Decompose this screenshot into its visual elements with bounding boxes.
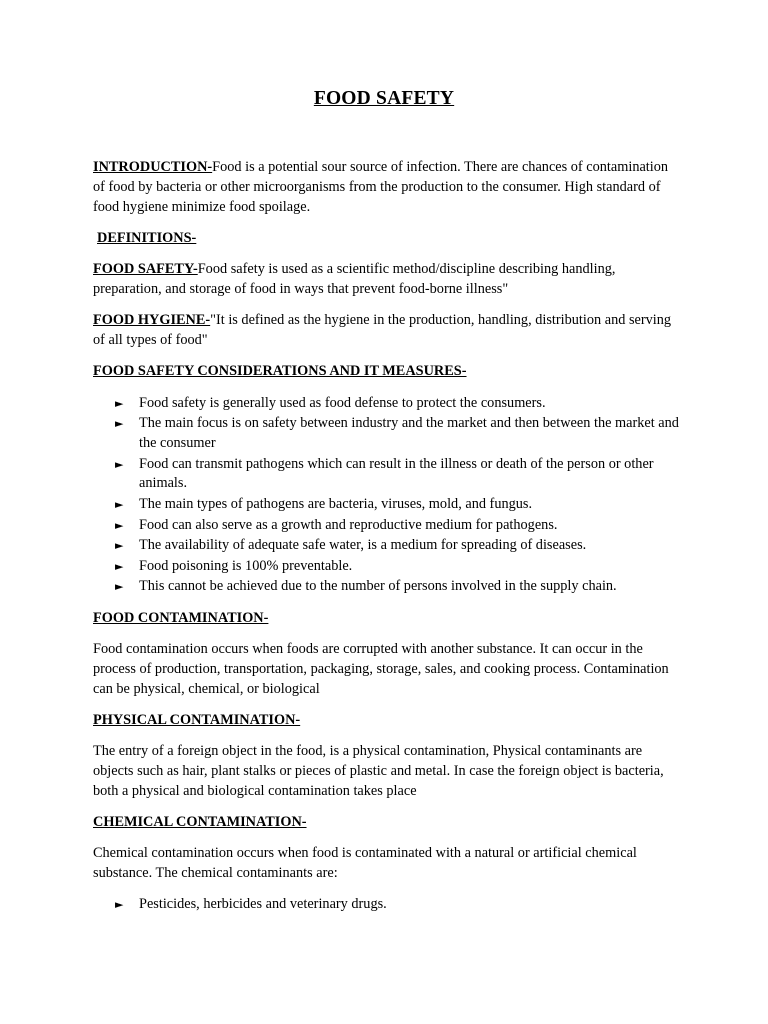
physical-contamination-text: The entry of a foreign object in the food, is a physical contamination, Physical contaminants are objects such as hair, plant stalks or pieces of plastic and metal. In case the foreign object is bacteria, both a physical and biological contamination takes place — [93, 743, 664, 799]
chemical-contamination-heading: CHEMICAL CONTAMINATION- — [93, 814, 307, 831]
list-item-text: Pesticides, herbicides and veterinary drugs. — [139, 896, 387, 913]
list-item-text: The main types of pathogens are bacteria, viruses, mold, and fungus. — [139, 496, 533, 513]
list-item — [93, 455, 683, 495]
bullet-arrow-icon: ► — [115, 580, 124, 594]
introduction-label: INTRODUCTION- — [93, 159, 213, 175]
list-item-text: The availability of adequate safe water, is a medium for spreading of diseases. — [139, 537, 587, 554]
list-item — [93, 414, 683, 454]
considerations-list — [93, 394, 683, 598]
list-item-text: Food can transmit pathogens which can result in the illness or death of the person or other animals. — [139, 455, 654, 492]
document-title: FOOD SAFETY — [313, 88, 455, 109]
bullet-arrow-icon: ► — [115, 898, 124, 912]
list-item-text: Food can also serve as a growth and reproductive medium for pathogens. — [139, 516, 558, 533]
food-safety-label: FOOD SAFETY- — [93, 261, 198, 278]
list-item — [93, 394, 683, 414]
list-item — [93, 557, 683, 577]
list-item — [93, 577, 683, 597]
bullet-arrow-icon: ► — [115, 457, 124, 471]
food-contamination-text: Food contamination occurs when foods are corrupted with another substance. It can occur in the process of production, transportation, packaging, storage, sales, and cooking process. Contamination can be physical, chemical, or biological — [93, 641, 669, 697]
bullet-arrow-icon: ► — [115, 498, 124, 512]
list-item — [93, 895, 683, 915]
considerations-heading: FOOD SAFETY CONSIDERATIONS AND IT MEASURES- — [93, 363, 467, 380]
introduction-text: Food is a potential sour source of infection. There are chances of contamination of food by bacteria or other microorganisms from the production to the consumer. High standard of food hygiene minimize food spoilage. — [93, 159, 669, 215]
bullet-arrow-icon: ► — [115, 518, 124, 532]
list-item — [93, 536, 683, 556]
bullet-arrow-icon: ► — [115, 559, 124, 573]
document-body — [93, 158, 683, 927]
food-hygiene-definition — [93, 311, 683, 351]
list-item-text: Food poisoning is 100% preventable. — [139, 557, 353, 574]
list-item-text: The main focus is on safety between industry and the market and then between the market and the consumer — [139, 415, 679, 452]
introduction-paragraph — [93, 158, 683, 217]
food-contamination-heading: FOOD CONTAMINATION- — [93, 609, 269, 626]
list-item-text: This cannot be achieved due to the number of persons involved in the supply chain. — [139, 578, 617, 595]
chemical-contaminants-list — [93, 895, 683, 915]
list-item — [93, 516, 683, 536]
bullet-arrow-icon: ► — [115, 417, 124, 431]
list-item-text: Food safety is generally used as food defense to protect the consumers. — [139, 394, 546, 411]
list-item — [93, 495, 683, 515]
food-hygiene-text: "It is defined as the hygiene in the production, handling, distribution and serving of all types of food" — [93, 312, 672, 349]
definitions-heading: DEFINITIONS- — [97, 229, 197, 246]
food-safety-definition — [93, 260, 683, 300]
physical-contamination-heading: PHYSICAL CONTAMINATION- — [93, 711, 301, 728]
bullet-arrow-icon: ► — [115, 539, 124, 553]
bullet-arrow-icon: ► — [115, 396, 124, 410]
chemical-contamination-text: Chemical contamination occurs when food is contaminated with a natural or artificial chemical substance. The chemical contaminants are: — [93, 845, 637, 882]
food-hygiene-label: FOOD HYGIENE- — [93, 312, 211, 329]
food-safety-text: Food safety is used as a scientific method/discipline describing handling, preparation, and storage of food in ways that prevent food-borne illness" — [93, 261, 616, 297]
